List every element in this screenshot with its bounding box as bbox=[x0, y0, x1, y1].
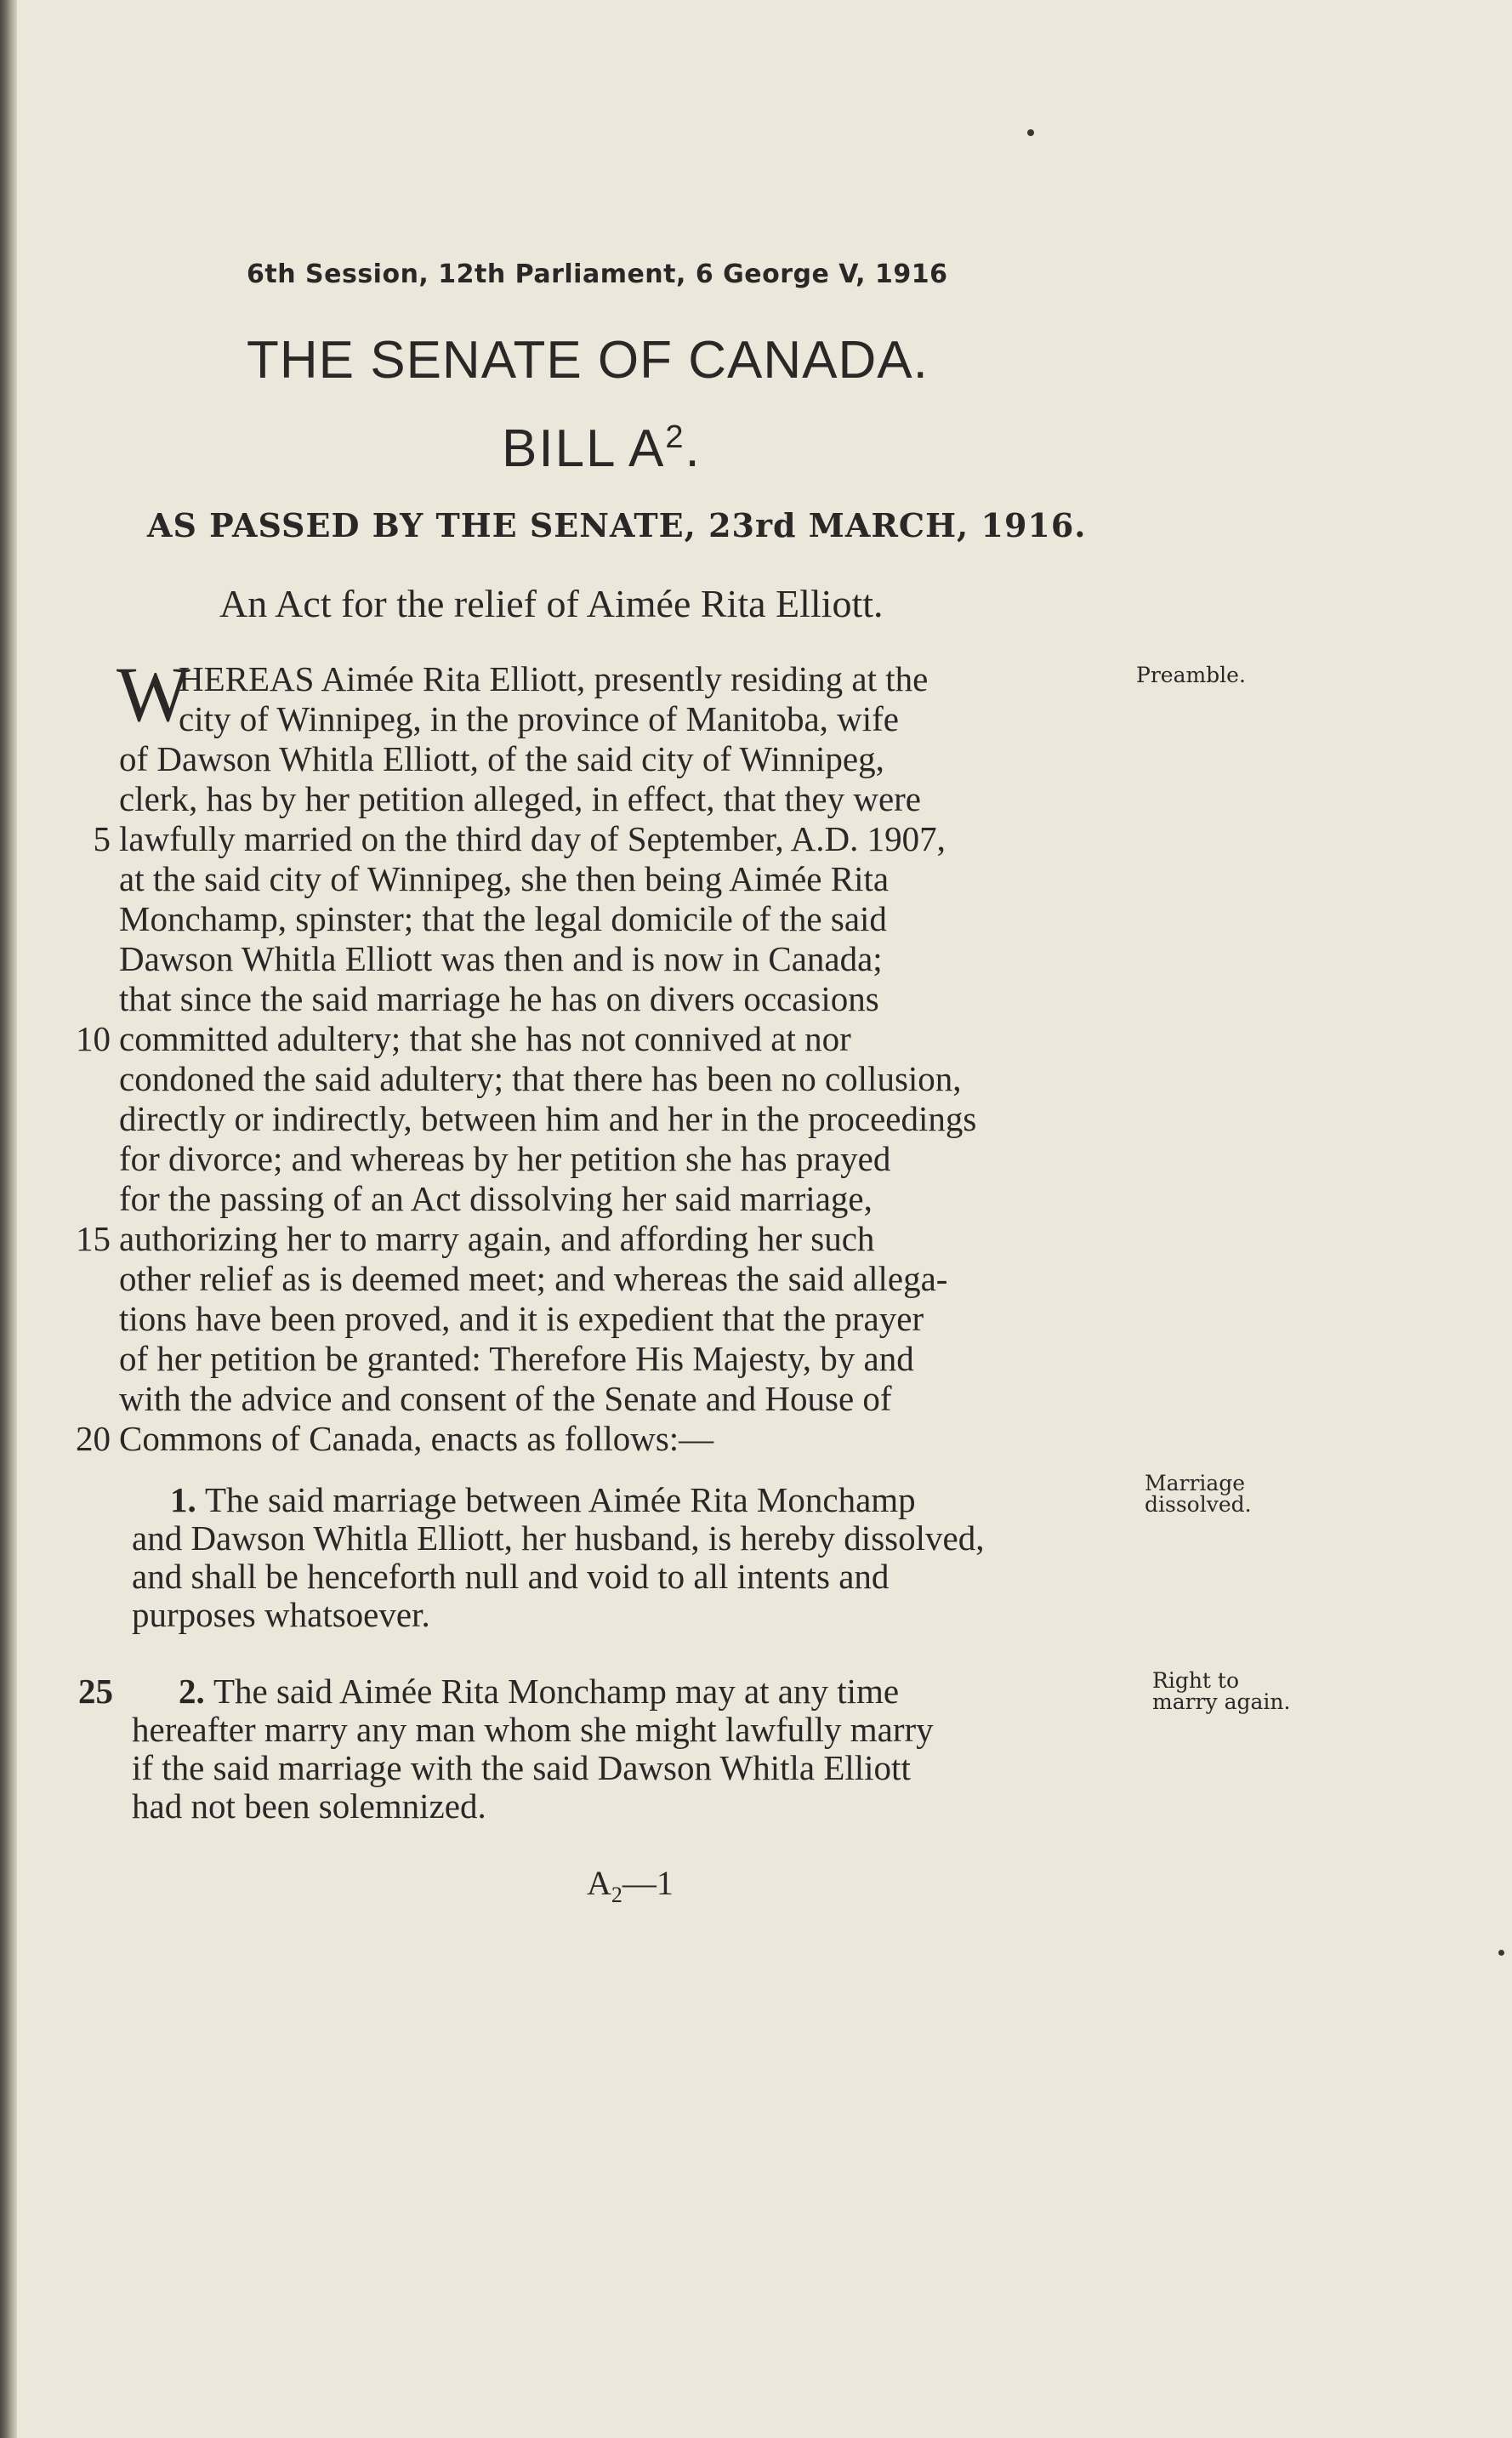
footer-letter: A bbox=[587, 1864, 611, 1902]
preamble-text: HEREAS Aimée Rita Elliott, presently residing at the bbox=[179, 659, 929, 698]
preamble-line bbox=[119, 1339, 1140, 1379]
preamble-text: Monchamp, spinster; that the legal domicile of the said bbox=[119, 899, 887, 938]
preamble-line bbox=[179, 699, 1199, 739]
page-spine-shadow bbox=[0, 0, 17, 2438]
preamble-line bbox=[76, 1419, 1140, 1459]
bill-period: . bbox=[685, 419, 702, 478]
paper-speck bbox=[1027, 129, 1034, 136]
preamble-text: for the passing of an Act dissolving her said marriage, bbox=[119, 1179, 873, 1218]
preamble-line bbox=[179, 659, 1199, 699]
line-number: 15 bbox=[76, 1219, 111, 1258]
preamble-line bbox=[119, 779, 1140, 819]
preamble-line bbox=[76, 1019, 1140, 1059]
preamble-line bbox=[119, 939, 1140, 979]
section-text: The said Aimée Rita Monchamp may at any time bbox=[213, 1672, 900, 1711]
margin-note-preamble: Preamble. bbox=[1136, 663, 1246, 687]
preamble-text: of her petition be granted: Therefore His Majesty, by and bbox=[119, 1339, 914, 1378]
section-1-number: 1. bbox=[170, 1480, 196, 1519]
footer-page: —1 bbox=[622, 1864, 674, 1902]
preamble-text: that since the said marriage he has on divers occasions bbox=[119, 979, 879, 1018]
line-number: 5 bbox=[93, 819, 111, 858]
preamble-text: directly or indirectly, between him and her in the proceedings bbox=[119, 1099, 977, 1138]
senate-title: THE SENATE OF CANADA. bbox=[247, 331, 929, 390]
preamble-line bbox=[76, 1219, 1140, 1259]
preamble-text: of Dawson Whitla Elliott, of the said city of Winnipeg, bbox=[119, 739, 884, 778]
section-text: and shall be henceforth null and void to all intents and bbox=[132, 1557, 890, 1596]
preamble-text: tions have been proved, and it is expedient that the prayer bbox=[119, 1299, 924, 1338]
preamble-line bbox=[119, 1099, 1140, 1139]
section-text: had not been solemnized. bbox=[132, 1786, 486, 1826]
section-text: and Dawson Whitla Elliott, her husband, is hereby dissolved, bbox=[132, 1518, 985, 1558]
bill-title bbox=[502, 419, 842, 479]
section-1-line bbox=[132, 1595, 1152, 1635]
preamble-line bbox=[119, 1139, 1140, 1179]
preamble-line bbox=[119, 1299, 1140, 1339]
preamble-text: lawfully married on the third day of September, A.D. 1907, bbox=[119, 819, 946, 858]
bill-superscript: 2 bbox=[665, 419, 685, 455]
section-2-line bbox=[132, 1786, 1152, 1826]
line-number: 10 bbox=[76, 1019, 111, 1058]
page-footer-signature bbox=[587, 1863, 757, 1908]
preamble-line bbox=[119, 739, 1140, 779]
preamble-text: condoned the said adultery; that there has been no collusion, bbox=[119, 1059, 962, 1098]
bill-label: BILL A bbox=[502, 419, 666, 478]
section-1-line bbox=[132, 1518, 1152, 1558]
preamble-line bbox=[119, 899, 1140, 939]
section-2-line bbox=[132, 1710, 1152, 1750]
section-2-line bbox=[78, 1672, 1157, 1712]
preamble-text: with the advice and consent of the Senate and House of bbox=[119, 1379, 892, 1418]
preamble-line bbox=[119, 859, 1140, 899]
preamble-text: committed adultery; that she has not connived at nor bbox=[119, 1019, 851, 1058]
section-1-line bbox=[132, 1557, 1152, 1597]
line-number: 20 bbox=[76, 1419, 111, 1458]
section-text: The said marriage between Aimée Rita Monchamp bbox=[205, 1480, 916, 1519]
drop-cap: W bbox=[117, 651, 190, 738]
section-text: hereafter marry any man whom she might lawfully marry bbox=[132, 1710, 934, 1749]
margin-note-line: marry again. bbox=[1152, 1689, 1291, 1714]
paper-speck bbox=[1498, 1950, 1504, 1956]
section-text: if the said marriage with the said Dawson Whitla Elliott bbox=[132, 1748, 911, 1787]
preamble-text: Commons of Canada, enacts as follows:— bbox=[119, 1419, 714, 1458]
preamble-line bbox=[119, 1379, 1140, 1419]
section-text: purposes whatsoever. bbox=[132, 1595, 430, 1634]
preamble-text: clerk, has by her petition alleged, in effect, that they were bbox=[119, 779, 921, 818]
preamble-line bbox=[119, 1059, 1140, 1099]
section-1-line bbox=[170, 1480, 1191, 1520]
session-header: 6th Session, 12th Parliament, 6 George V, 1916 bbox=[247, 259, 948, 289]
margin-note-marriage-dissolved bbox=[1145, 1472, 1252, 1515]
margin-note-line: Right to bbox=[1152, 1668, 1240, 1693]
preamble-text: city of Winnipeg, in the province of Manitoba, wife bbox=[179, 699, 899, 738]
section-2-number: 2. bbox=[179, 1672, 205, 1711]
preamble-text: other relief as is deemed meet; and whereas the said allega- bbox=[119, 1259, 948, 1298]
preamble-line bbox=[119, 979, 1140, 1019]
passed-line: AS PASSED BY THE SENATE, 23rd MARCH, 1916. bbox=[147, 506, 1087, 544]
margin-note-line: Marriage bbox=[1145, 1471, 1246, 1495]
preamble-line bbox=[119, 1179, 1140, 1219]
margin-note-line: dissolved. bbox=[1145, 1492, 1252, 1517]
margin-note-right-to-marry bbox=[1152, 1670, 1290, 1712]
preamble-text: authorizing her to marry again, and affording her such bbox=[119, 1219, 875, 1258]
footer-subscript: 2 bbox=[611, 1883, 622, 1907]
preamble-line bbox=[93, 819, 1140, 859]
preamble-text: Dawson Whitla Elliott was then and is now in Canada; bbox=[119, 939, 883, 978]
act-title: An Act for the relief of Aimée Rita Elliott. bbox=[219, 582, 884, 625]
preamble-text: for divorce; and whereas by her petition she has prayed bbox=[119, 1139, 891, 1178]
preamble-text: at the said city of Winnipeg, she then being Aimée Rita bbox=[119, 859, 890, 898]
line-number: 25 bbox=[78, 1672, 113, 1711]
section-2-line bbox=[132, 1748, 1152, 1788]
preamble-line bbox=[119, 1259, 1140, 1299]
